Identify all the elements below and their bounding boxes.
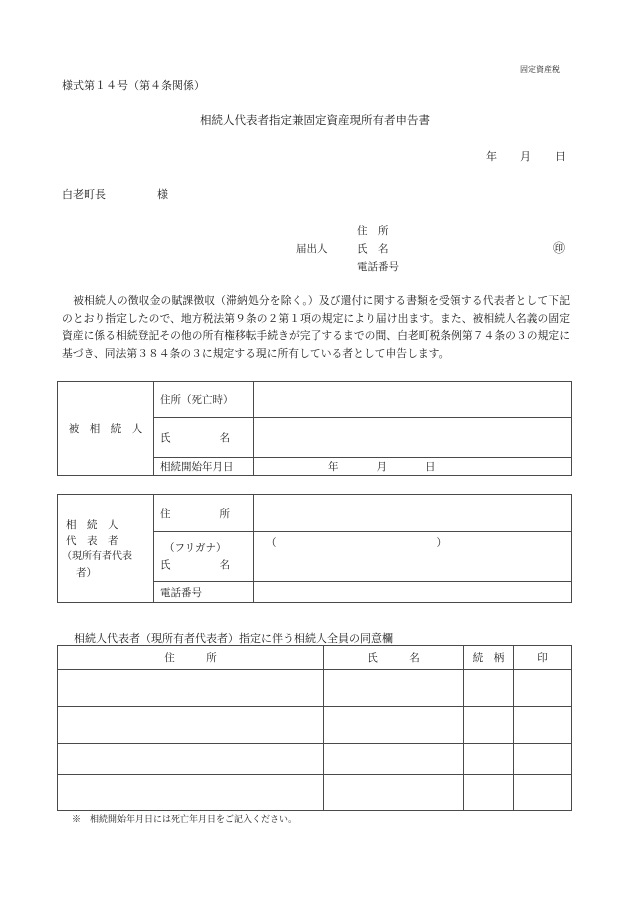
consent-address-cell[interactable]	[58, 670, 324, 707]
consent-name-cell[interactable]	[324, 775, 464, 811]
applicant-name-label: 氏 名	[357, 243, 389, 255]
table-row	[58, 707, 572, 744]
representative-name-label: （フリガナ） 氏 名	[154, 532, 254, 582]
table-row	[58, 670, 572, 707]
representative-table	[57, 494, 572, 603]
page-title: 相続人代表者指定兼固定資産現所有者申告書	[200, 113, 430, 127]
footnote: ※ 相続開始年月日には死亡年月日をご記入ください。	[72, 815, 298, 825]
consent-seal-cell[interactable]	[514, 744, 572, 775]
decedent-table	[57, 381, 572, 476]
representative-name-field[interactable]: （ ）	[254, 532, 572, 582]
consent-header-address: 住 所	[58, 646, 324, 670]
consent-seal-cell[interactable]	[514, 670, 572, 707]
decedent-name-label: 氏 名	[154, 418, 254, 458]
addressee-name: 白老町長	[62, 188, 106, 201]
consent-name-cell[interactable]	[324, 670, 464, 707]
decedent-start-date-field[interactable]: 年 月 日	[254, 458, 572, 476]
date-day-label: 日	[555, 150, 566, 163]
consent-section-title: 相続人代表者（現所有者代表者）指定に伴う相続人全員の同意欄	[74, 632, 393, 645]
representative-address-field[interactable]	[254, 495, 572, 532]
decedent-heading: 被 相 続 人	[58, 382, 154, 476]
tax-category-label: 固定資産税	[520, 65, 560, 74]
applicant-label: 届出人	[296, 243, 328, 255]
table-row	[58, 775, 572, 811]
applicant-phone-label: 電話番号	[357, 261, 399, 273]
consent-seal-cell[interactable]	[514, 775, 572, 811]
applicant-address-label: 住 所	[357, 225, 389, 237]
consent-relation-cell[interactable]	[464, 775, 514, 811]
consent-relation-cell[interactable]	[464, 744, 514, 775]
consent-relation-cell[interactable]	[464, 670, 514, 707]
decedent-name-field[interactable]	[254, 418, 572, 458]
consent-address-cell[interactable]	[58, 744, 324, 775]
consent-address-cell[interactable]	[58, 707, 324, 744]
date-month-label: 月	[520, 150, 531, 163]
seal-mark: ㊞	[553, 241, 566, 255]
declaration-text: 被相続人の徴収金の賦課徴収（滞納処分を除く。）及び還付に関する書類を受領する代表者として下記のとおり指定したので、地方税法第９条の２第１項の規定により届け出ます。また、被相続人名義の固定資産に係る相続登記その他の所有権移転手続きが完了するまでの間、白老町税条例第７４条の３の規定に基づき、同法第３８４条の３に規定する現に所有している者として申告します。	[62, 294, 570, 360]
consent-address-cell[interactable]	[58, 775, 324, 811]
consent-relation-cell[interactable]	[464, 707, 514, 744]
consent-header-seal: 印	[514, 646, 572, 670]
consent-table	[57, 645, 572, 811]
representative-phone-label: 電話番号	[154, 582, 254, 603]
consent-name-cell[interactable]	[324, 707, 464, 744]
consent-name-cell[interactable]	[324, 744, 464, 775]
consent-header-relation: 続 柄	[464, 646, 514, 670]
consent-header-name: 氏 名	[324, 646, 464, 670]
addressee-honorific: 様	[157, 188, 168, 201]
consent-seal-cell[interactable]	[514, 707, 572, 744]
form-number: 様式第１４号（第４条関係）	[62, 79, 205, 92]
representative-address-label: 住 所	[154, 495, 254, 532]
decedent-address-label: 住所（死亡時）	[154, 382, 254, 418]
table-row	[58, 744, 572, 775]
date-year-label: 年	[486, 150, 497, 163]
representative-heading: 相 続 人 代 表 者 （現所有者代表 者）	[58, 495, 154, 603]
decedent-address-field[interactable]	[254, 382, 572, 418]
representative-phone-field[interactable]	[254, 582, 572, 603]
decedent-start-date-label: 相続開始年月日	[154, 458, 254, 476]
